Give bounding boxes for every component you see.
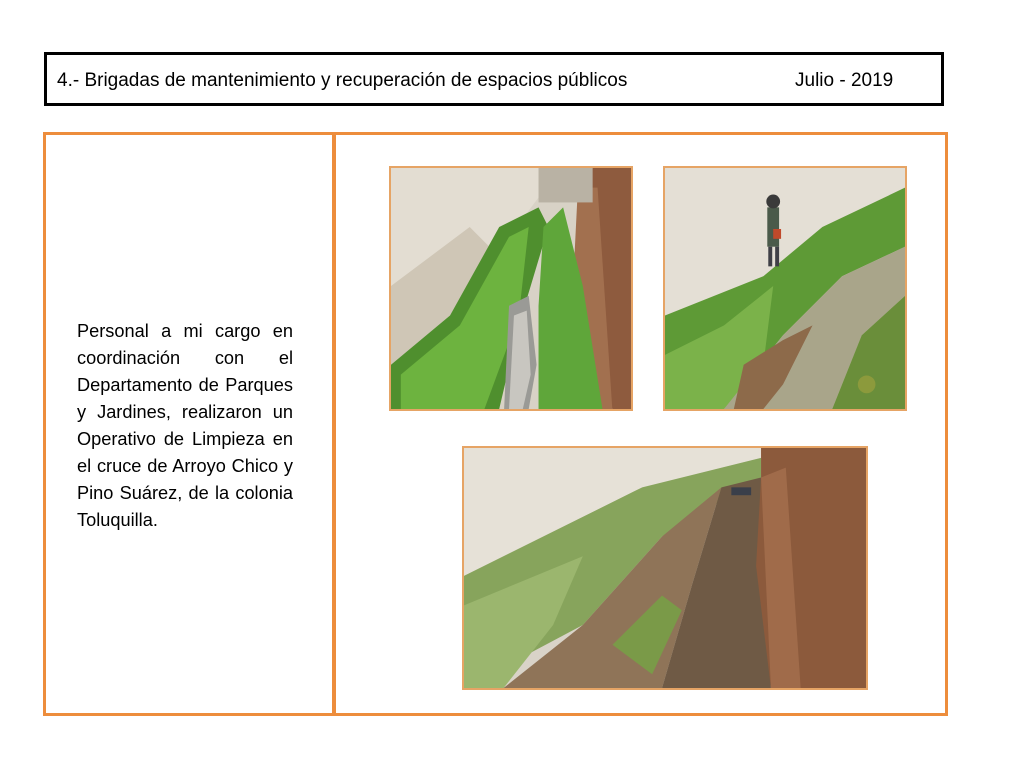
photo-overgrown-channel-image	[391, 168, 631, 409]
slide-date: Julio - 2019	[795, 70, 894, 91]
slide-title: 4.- Brigadas de mantenimiento y recuperación de espacios públicos	[57, 70, 628, 91]
slide-title-box	[44, 52, 944, 106]
photo-worker-clearing	[663, 166, 907, 411]
photo-overgrown-channel	[389, 166, 633, 411]
description-text: Personal a mi cargo en coordinación con el Departamento de Parques y Jardines, realizaron un Operativo de Limpieza en el cruce de Arroyo Chico y Pino Suárez, de la colonia Toluquilla.	[77, 321, 293, 530]
photo-worker-clearing-image	[665, 168, 905, 409]
photo-cleared-channel-image	[464, 448, 866, 688]
photo-cleared-channel	[462, 446, 868, 690]
description-panel	[43, 132, 335, 716]
